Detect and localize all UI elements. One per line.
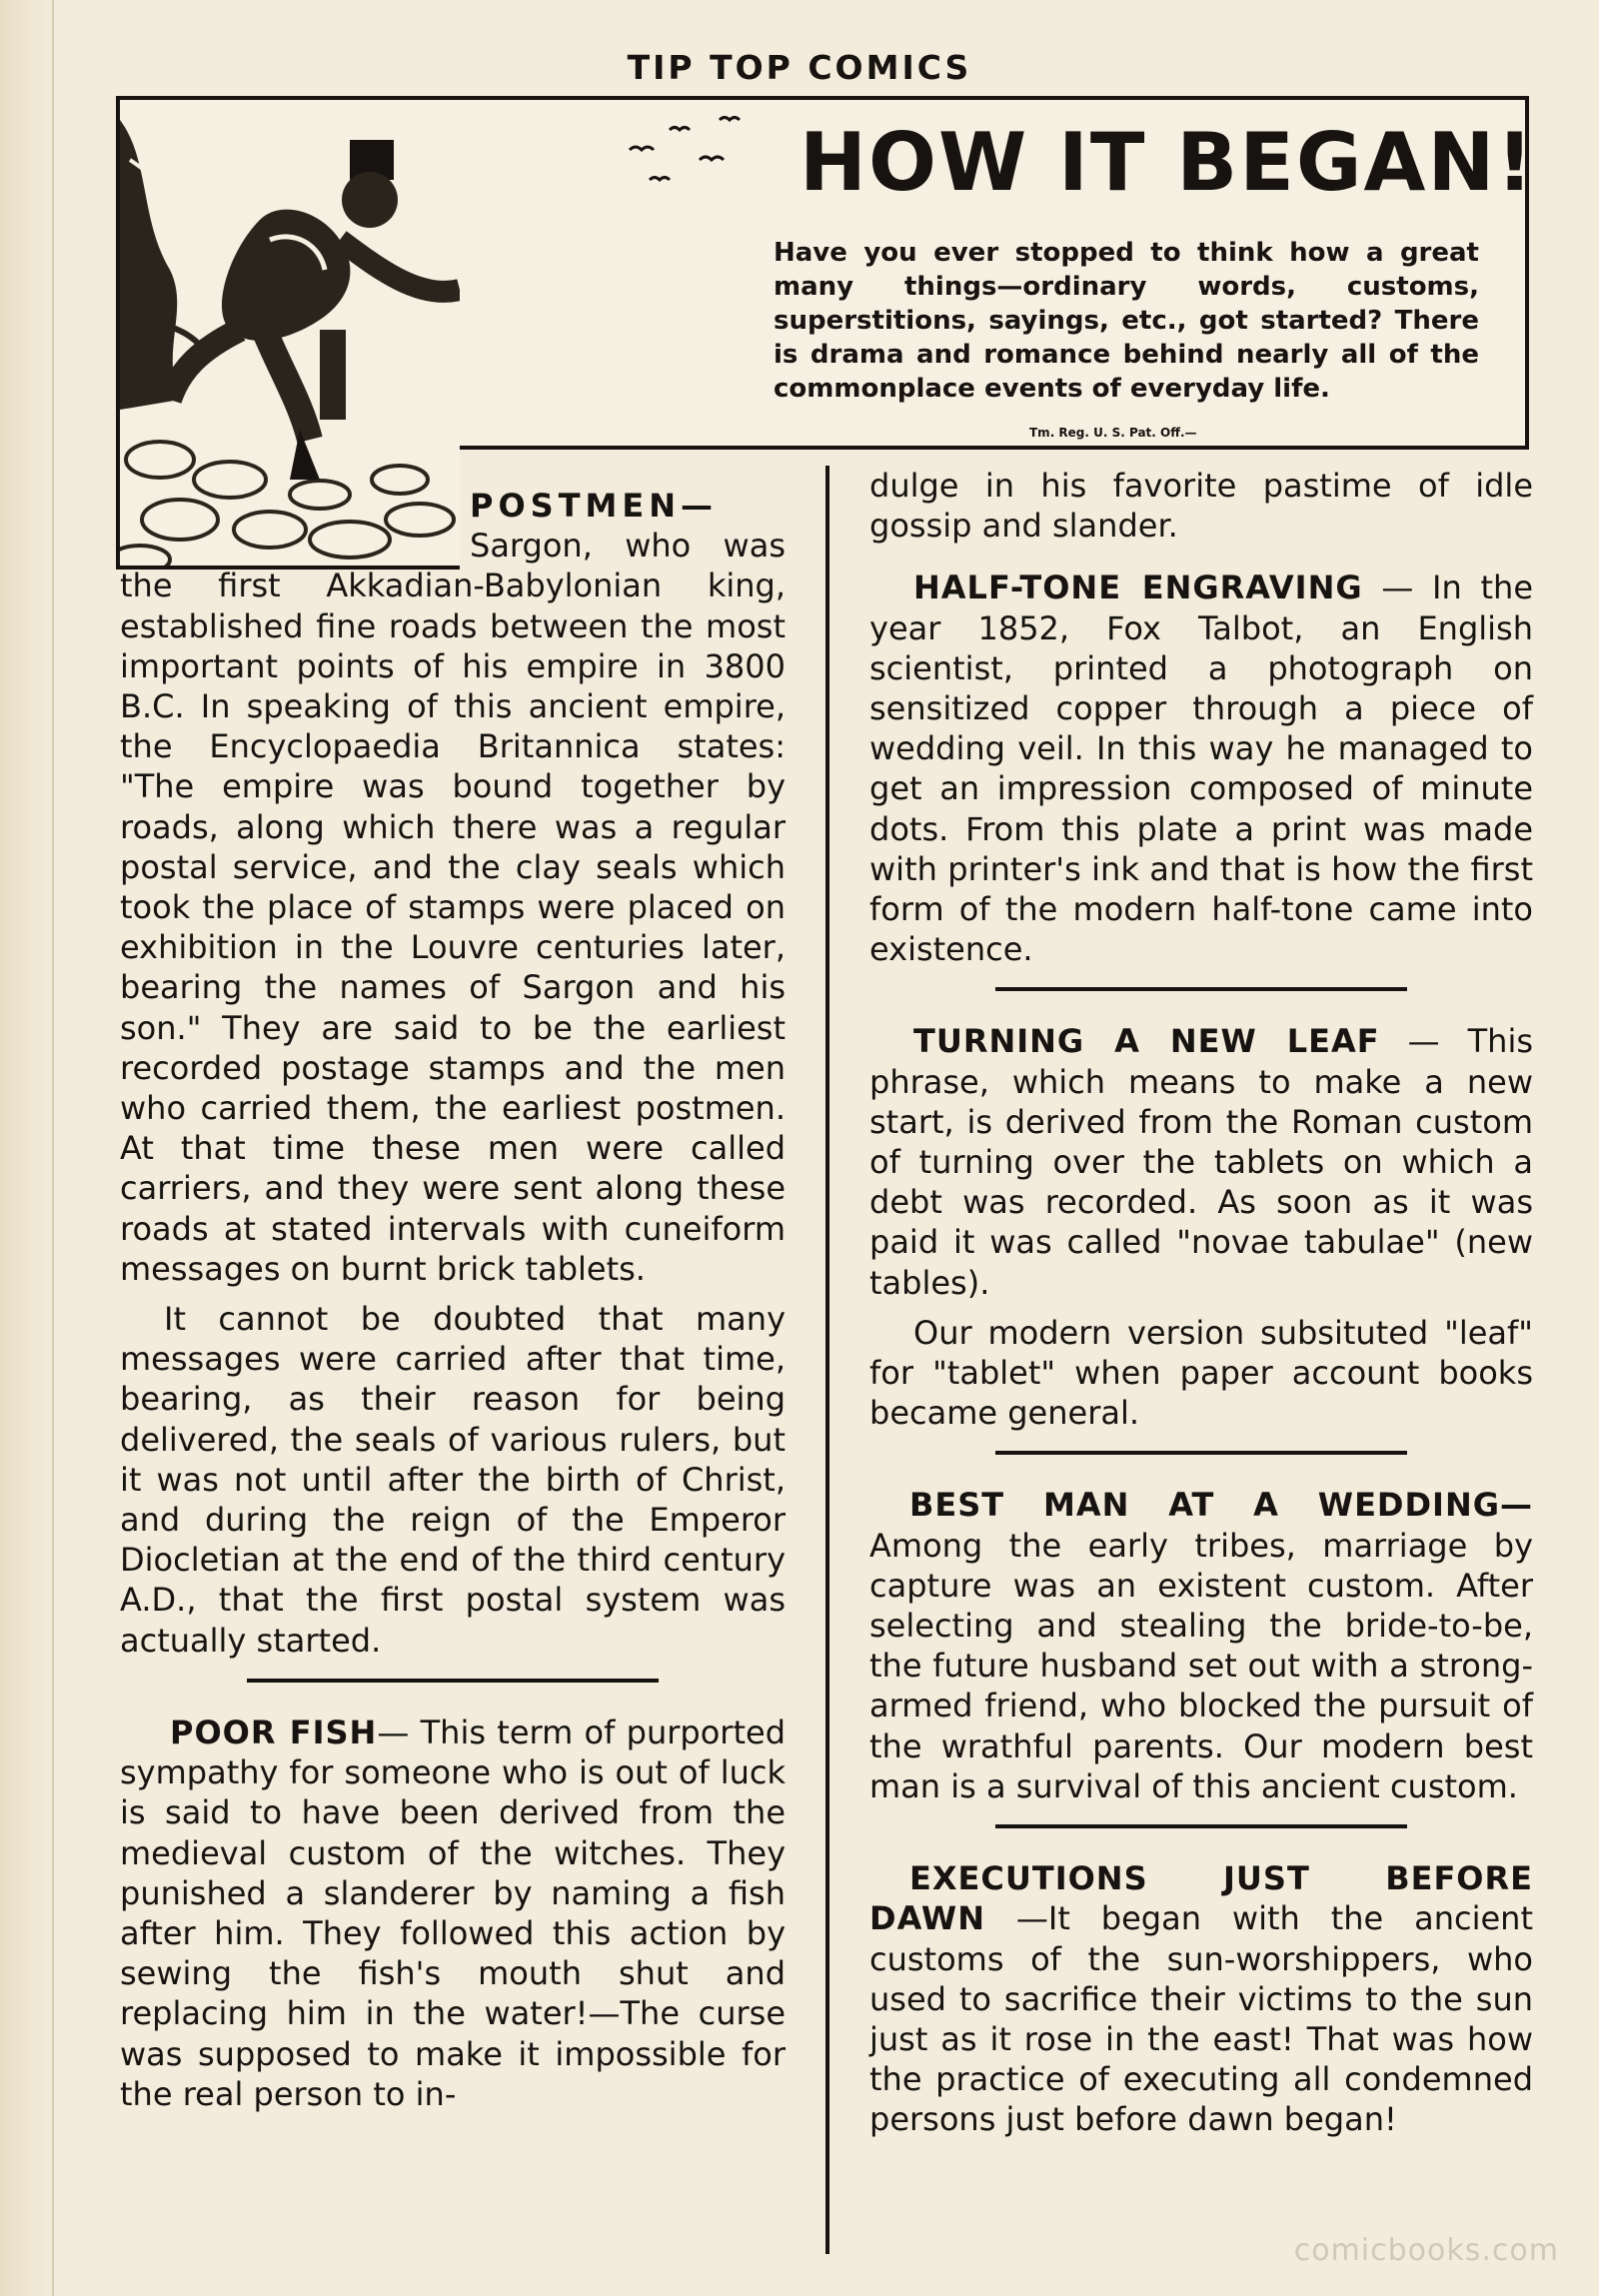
watermark: comicbooks.com — [1293, 2233, 1559, 2268]
section-rule — [995, 1451, 1407, 1455]
left-column — [120, 486, 786, 2124]
poor-fish-heading: POOR FISH — [170, 1713, 378, 1751]
section-rule — [995, 987, 1407, 991]
turning-leaf-paragraph — [869, 1021, 1533, 1302]
half-tone-text: — In the year 1852, Fox Talbot, an English scientist, printed a photograph on sensitized copper through a piece of wedding veil. In this way he managed to get an impression composed of minute dots. From this plate a print was made with printer's ink and that is how the first form of the modern half-tone came into existence. — [869, 569, 1533, 969]
turning-leaf-text: — This phrase, which means to make a new start, is derived from the Roman custom of turning over the tablets on which a debt was recorded. As soon as it was paid it was called "novae tabulae" (new tables). — [869, 1022, 1534, 1302]
turning-leaf-text-2: Our modern version subsituted "leaf" for "tablet" when paper account books became general. — [869, 1313, 1533, 1433]
page-spine — [0, 0, 54, 2296]
birds-decoration — [620, 100, 760, 190]
postmen-text-2: It cannot be doubted that many messages were carried after that time, bearing, as their reason for being delivered, the seals of various rulers, but it was not until after the birth of Christ, and during the reign of the Emperor Diocletian at the end of the third century A.D., that the first postal system was actually started. — [120, 1300, 786, 1660]
page-header: TIP TOP COMICS — [627, 48, 972, 87]
postmen-heading: POSTMEN— — [470, 487, 719, 525]
section-rule — [995, 1824, 1407, 1828]
section-rule — [247, 1679, 660, 1683]
executions-heading: EXECUTIONS JUST BEFORE DAWN — [869, 1859, 1533, 1938]
banner-intro: Have you ever stopped to think how a great many things—ordinary words, customs, superstitions, sayings, etc., got started? There is drama and romance behind nearly all of the commonplace events of everyday life. — [774, 238, 1479, 404]
trademark-note: Tm. Reg. U. S. Pat. Off.— — [1029, 426, 1197, 440]
poor-fish-continuation: dulge in his favorite pastime of idle gossip and slander. — [869, 467, 1533, 546]
executions-text: —It began with the ancient customs of the sun-worshippers, who used to sacrifice their victims to the sun just as it rose in the east! That was how the practice of executing all condemned persons just before dawn began! — [869, 1899, 1534, 2139]
column-divider — [825, 466, 829, 2254]
half-tone-paragraph — [869, 568, 1533, 969]
poor-fish-text: — This term of purported sympathy for someone who is out of luck is said to have been derived from the medieval custom of the witches. They punished a slanderer by naming a fish after him. They followed this action by sewing the fish's mouth shut and replacing him in the water!—The curse was supposed to make it impossible for the real person to in- — [120, 1713, 787, 2113]
postmen-text: Sargon, who was the first Akkadian-Babylonian king, established fine roads between the most important points of his empire in 3800 B.C. In speaking of this ancient empire, the Encyclopaedia Britannica states: "The empire was bound together by roads, along which there was a regular postal service, and the clay seals which took the place of stamps were placed on exhibition in the Louvre centuries later, bearing the names of Sargon and his son." They are said to be the earliest recorded postage stamps and the men who carried them, the earliest postmen. At that time these men were called carriers, and they were sent along these roads at stated intervals with cuneiform messages on burnt brick tablets. — [120, 527, 786, 1288]
executions-paragraph — [869, 1858, 1533, 2139]
best-man-heading: BEST MAN AT A WEDDING— — [909, 1486, 1533, 1525]
turning-leaf-heading: TURNING A NEW LEAF — [913, 1022, 1380, 1061]
half-tone-heading: HALF-TONE ENGRAVING — [913, 569, 1363, 607]
best-man-text: Among the early tribes, marriage by capture was an existent custom. After selecting and stealing the bride-to-be, the future husband set out with a strong-armed friend, who blocked the pursuit of the wrathful parents. Our modern best man is a survival of this ancient custom. — [869, 1526, 1533, 1805]
poor-fish-paragraph — [120, 1713, 786, 2114]
best-man-paragraph — [869, 1485, 1533, 1806]
banner-title: HOW IT BEGAN! — [800, 116, 1535, 209]
right-column — [869, 466, 1533, 2150]
postmen-heading-wrap — [120, 486, 786, 526]
